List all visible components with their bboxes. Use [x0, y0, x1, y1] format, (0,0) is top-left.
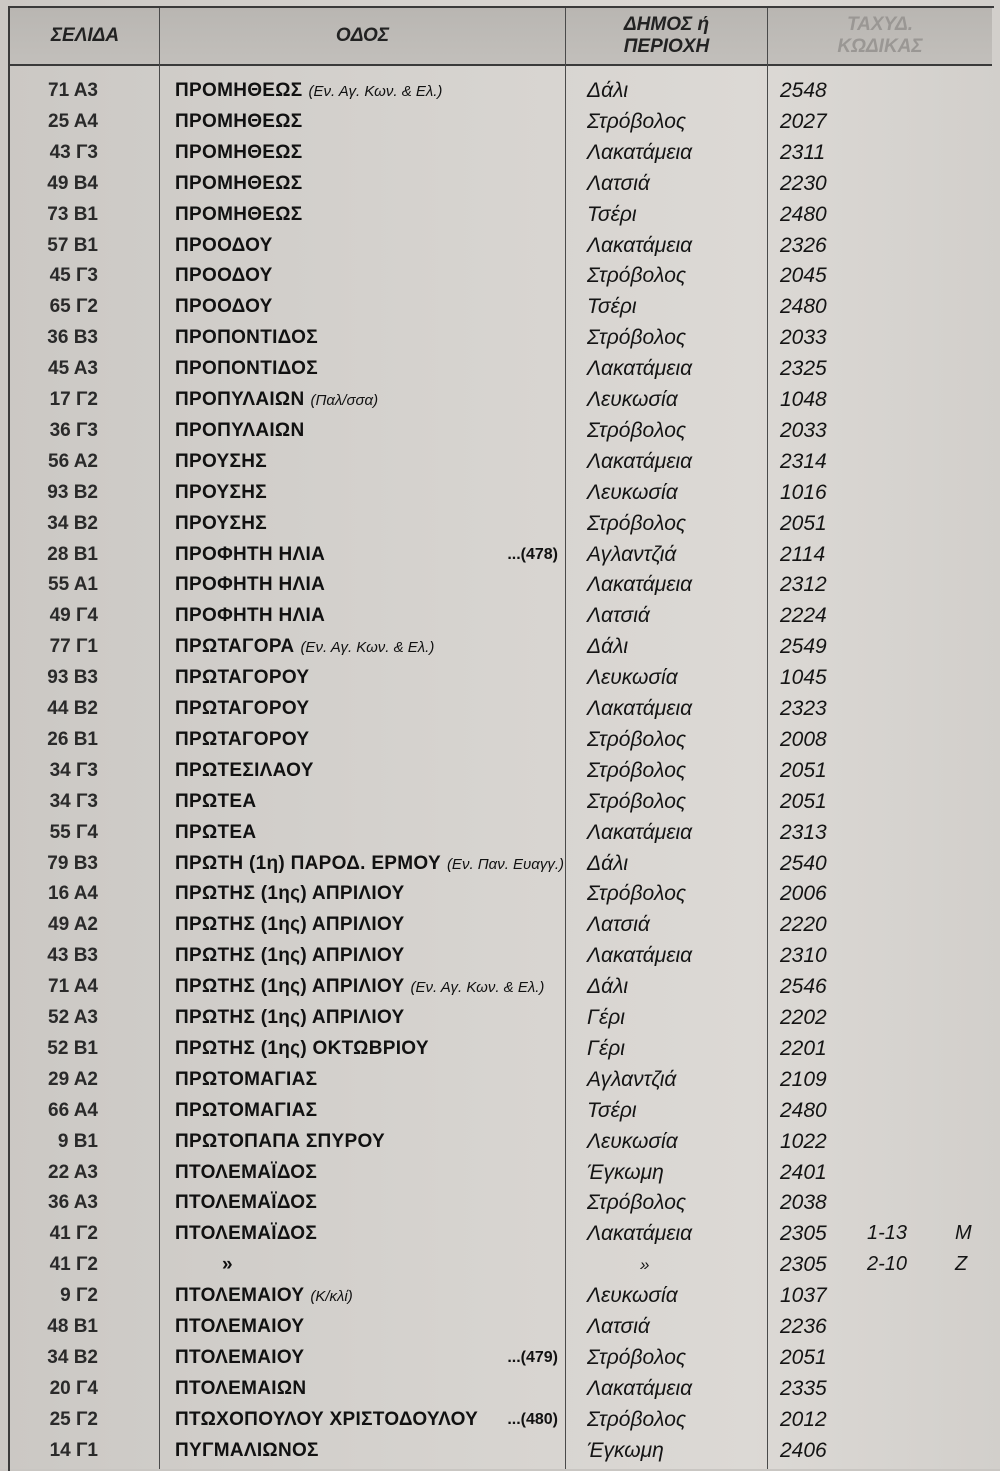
municipality: Λακατάμεια — [587, 140, 693, 164]
page-ref: 45 Γ3 — [49, 265, 98, 287]
table-row — [0, 508, 1000, 539]
table-row — [0, 971, 1000, 1002]
street-name — [175, 75, 442, 106]
street-name — [175, 415, 304, 446]
table-row — [0, 137, 1000, 168]
header-postal-line2: ΚΩΔΙΚΑΣ — [837, 36, 923, 57]
street-name-text: ΠΡΟΥΣΗΣ — [175, 450, 267, 472]
page-ref: 14 Γ1 — [49, 1439, 98, 1461]
street-name — [175, 1187, 317, 1218]
page-ref: 49 Α2 — [48, 914, 98, 936]
postal-code: 1045 — [780, 666, 827, 690]
table-row — [0, 106, 1000, 137]
street-name — [175, 1280, 353, 1311]
table-row — [0, 940, 1000, 971]
postal-code: 1037 — [780, 1284, 827, 1308]
page-ref: 49 Β4 — [47, 172, 98, 194]
postal-code: 2305 — [780, 1222, 827, 1246]
page-ref: 43 Γ3 — [49, 141, 98, 163]
table-row — [0, 322, 1000, 353]
postal-code: 2480 — [780, 295, 827, 319]
street-name — [175, 322, 318, 353]
table-row — [0, 168, 1000, 199]
municipality: Στρόβολος — [587, 1191, 687, 1215]
municipality: Δάλι — [587, 851, 629, 875]
table-row — [0, 1249, 1000, 1280]
postal-code: 2406 — [780, 1438, 827, 1462]
street-name-text: ΠΡΟΦΗΤΗ ΗΛΙΑ — [175, 605, 326, 627]
header-postal — [768, 8, 992, 64]
postal-code: 1022 — [780, 1129, 827, 1153]
page-ref: 22 Α3 — [48, 1161, 98, 1183]
street-note: (Κ/κλί) — [310, 1288, 353, 1306]
table-row — [0, 631, 1000, 662]
street-name-text: ΠΡΩΤΗΣ (1ης) ΑΠΡΙΛΙΟΥ — [175, 883, 405, 905]
street-name-text: ΠΡΩΤΗΣ (1ης) ΟΚΤΩΒΡΙΟΥ — [175, 1037, 429, 1059]
street-name — [175, 1342, 304, 1373]
street-name — [222, 1249, 233, 1280]
page-ref: 44 Β2 — [47, 698, 98, 719]
street-name — [175, 106, 303, 137]
table-row — [0, 1435, 1000, 1466]
street-name-text: ΠΡΟΟΔΟΥ — [175, 296, 273, 318]
municipality: Στρόβολος — [587, 789, 687, 813]
postal-code: 2220 — [780, 913, 827, 937]
table-row — [0, 415, 1000, 446]
street-name-text: ΠΡΟΟΔΟΥ — [175, 265, 273, 287]
page-ref: 41 Γ2 — [49, 1223, 98, 1245]
table-row — [0, 230, 1000, 261]
table-row — [0, 1064, 1000, 1095]
table-row — [0, 878, 1000, 909]
municipality: Λακατάμεια — [587, 449, 693, 473]
table-row — [0, 848, 1000, 879]
street-name — [175, 446, 267, 477]
header-street: ΟΔΟΣ — [335, 25, 390, 46]
page-ref: 28 Β1 — [47, 543, 98, 565]
page-ref: 34 Γ3 — [49, 790, 98, 812]
page-ref: 36 Γ3 — [49, 419, 98, 441]
municipality: Στρόβολος — [587, 1345, 687, 1369]
postal-code: 2311 — [780, 140, 826, 164]
table-row — [0, 75, 1000, 106]
postal-code: 1048 — [780, 388, 827, 411]
postal-code: 2051 — [780, 511, 827, 535]
municipality: Λακατάμεια — [587, 1376, 693, 1400]
page-ref: 25 Γ2 — [49, 1408, 98, 1430]
table-row — [0, 1002, 1000, 1033]
street-name-text: ΠΡΟΜΗΘΕΩΣ — [175, 203, 303, 225]
table-row — [0, 1095, 1000, 1126]
postal-code: 2310 — [780, 944, 827, 968]
street-name — [175, 477, 267, 508]
page-ref: 56 Α2 — [48, 450, 98, 472]
street-name — [175, 137, 303, 168]
street-name-text: ΠΡΟΜΗΘΕΩΣ — [175, 80, 303, 101]
street-name-text: ΠΡΟΦΗΤΗ ΗΛΙΑ — [175, 574, 326, 596]
municipality: Στρόβολος — [587, 727, 687, 751]
street-note: (Εν. Αγ. Κων. & Ελ.) — [300, 639, 435, 657]
table-row — [0, 1033, 1000, 1064]
municipality: Λακατάμεια — [587, 573, 693, 597]
table-row — [0, 662, 1000, 693]
postal-code: 2313 — [780, 820, 827, 844]
street-name-text: ΠΡΟΠΥΛΑΙΩΝ — [175, 389, 305, 410]
street-name — [175, 1311, 304, 1342]
page-ref: 9 Γ2 — [60, 1285, 98, 1307]
municipality: Δάλι — [587, 79, 629, 102]
page-ref: 77 Γ1 — [49, 636, 98, 658]
page-ref: 55 Γ4 — [49, 821, 98, 843]
page-ref: 41 Γ2 — [49, 1254, 98, 1276]
street-name — [175, 384, 378, 415]
header-area — [565, 8, 768, 64]
street-name — [175, 971, 544, 1002]
page-ref: 55 Α1 — [48, 574, 98, 596]
street-name-text: ΠΡΟΜΗΘΕΩΣ — [175, 110, 303, 132]
street-name-text: ΠΤΟΛΕΜΑΙΟΥ — [175, 1346, 305, 1368]
municipality: Λακατάμεια — [587, 944, 693, 968]
street-name-text: ΠΡΟΦΗΤΗ ΗΛΙΑ — [175, 543, 326, 565]
page-ref: 34 Β2 — [47, 1346, 98, 1368]
street-name-text: ΠΡΟΥΣΗΣ — [175, 481, 267, 503]
page-ref: 16 Α4 — [48, 883, 98, 905]
municipality: Λατσιά — [587, 1315, 650, 1338]
postal-code: 2305 — [780, 1253, 827, 1277]
street-note: (Εν. Αγ. Κων. & Ελ.) — [308, 83, 443, 100]
street-name — [175, 662, 309, 693]
postal-code: 2401 — [780, 1160, 827, 1184]
table-row — [0, 1311, 1000, 1342]
municipality: Τσέρι — [587, 1098, 637, 1122]
municipality: Στρόβολος — [587, 418, 687, 442]
table-row — [0, 353, 1000, 384]
street-name — [175, 1126, 385, 1157]
postal-code: 2006 — [780, 882, 827, 906]
table-row — [0, 1187, 1000, 1218]
postal-code: 2325 — [780, 357, 827, 381]
street-name-text: ΠΡΩΤΗΣ (1ης) ΑΠΡΙΛΙΟΥ — [175, 914, 405, 936]
page-ref: 36 Α3 — [48, 1192, 98, 1214]
header-postal-line1: ΤΑΧΥΔ. — [846, 14, 914, 35]
table-row — [0, 909, 1000, 940]
postal-code: 2236 — [780, 1315, 827, 1338]
street-name-text: ΠΡΟΠΟΝΤΙΔΟΣ — [175, 327, 318, 349]
postal-code: 2480 — [780, 1098, 827, 1122]
municipality: Στρόβολος — [587, 1407, 687, 1431]
municipality: Στρόβολος — [587, 109, 687, 133]
page-ref: 20 Γ4 — [49, 1377, 98, 1399]
street-name — [175, 1002, 405, 1033]
table-row — [0, 199, 1000, 230]
postal-code: 2314 — [780, 449, 827, 473]
municipality: Λακατάμεια — [587, 357, 693, 381]
page-ref: 34 Γ3 — [49, 759, 98, 781]
street-name-text: ΠΤΟΛΕΜΑΪΔΟΣ — [175, 1223, 318, 1245]
street-name-text: ΠΡΩΤΟΜΑΓΙΑΣ — [175, 1068, 318, 1090]
page-ref: 17 Γ2 — [49, 389, 98, 410]
municipality: Λατσιά — [587, 604, 650, 628]
table-row — [0, 291, 1000, 322]
municipality: Στρόβολος — [587, 326, 687, 350]
municipality: Λακατάμεια — [587, 1222, 693, 1246]
postal-code: 2335 — [780, 1376, 827, 1400]
page-ref: 57 Β1 — [47, 234, 98, 256]
municipality: Αγλαντζιά — [587, 1067, 677, 1091]
street-name-text: ΠΡΩΤΗ (1η) ΠΑΡΟΔ. ΕΡΜΟΥ — [175, 852, 441, 874]
municipality: Λακατάμεια — [587, 233, 693, 257]
postal-code: 2540 — [780, 851, 827, 875]
postal-code: 2312 — [780, 573, 827, 597]
table-row — [0, 1157, 1000, 1188]
street-name-text: ΠΡΟΥΣΗΣ — [175, 512, 267, 534]
page-ref: 79 Β3 — [47, 852, 98, 874]
table-row — [0, 384, 1000, 415]
municipality: Στρόβολος — [587, 758, 687, 782]
street-name-text: ΠΡΟΜΗΘΕΩΣ — [175, 172, 303, 194]
street-name — [175, 539, 325, 570]
street-name — [175, 291, 273, 322]
table-row — [0, 755, 1000, 786]
street-name-text: ΠΡΟΠΟΝΤΙΔΟΣ — [175, 358, 318, 380]
table-row — [0, 786, 1000, 817]
street-name — [175, 1218, 317, 1249]
municipality: Λευκωσία — [587, 666, 678, 690]
table-row — [0, 1218, 1000, 1249]
street-name — [175, 168, 303, 199]
municipality: Λευκωσία — [587, 388, 678, 411]
table-row — [0, 1280, 1000, 1311]
municipality: Λακατάμεια — [587, 697, 693, 720]
street-name-text: ΠΡΩΤΗΣ (1ης) ΑΠΡΙΛΙΟΥ — [175, 976, 405, 998]
municipality: Λατσιά — [587, 171, 650, 195]
municipality: Λευκωσία — [587, 1284, 678, 1308]
street-name-text: ΠΡΩΤΑΓΟΡΟΥ — [175, 698, 310, 719]
page-ref: 52 Α3 — [48, 1007, 98, 1028]
street-name-text: ΠΡΩΤΕΑ — [175, 790, 257, 812]
page-ref: 48 Β1 — [47, 1316, 98, 1337]
municipality: Στρόβολος — [587, 882, 687, 906]
street-name — [175, 199, 303, 230]
street-name-text: ΠΡΟΠΥΛΑΙΩΝ — [175, 419, 305, 441]
street-note: (Παλ/σσα) — [310, 392, 379, 409]
postal-code: 2027 — [780, 109, 827, 133]
page-ref: 29 Α2 — [48, 1068, 98, 1090]
postal-code: 2038 — [780, 1191, 827, 1215]
postal-code: 2051 — [780, 789, 827, 813]
street-name-text: ΠΡΟΜΗΘΕΩΣ — [175, 141, 303, 163]
table-row — [0, 1373, 1000, 1404]
street-name — [175, 508, 267, 539]
street-name-text: » — [222, 1254, 233, 1276]
postal-code: 2033 — [780, 326, 827, 350]
postal-code: 2202 — [780, 1006, 827, 1029]
page-ref: 71 Α4 — [48, 976, 98, 998]
page-ref: 52 Β1 — [47, 1037, 98, 1059]
page-ref: 9 Β1 — [57, 1130, 98, 1152]
municipality: Αγλαντζιά — [587, 542, 677, 566]
page-ref: 45 Α3 — [48, 358, 98, 380]
page-ref: 93 Β3 — [47, 667, 98, 689]
street-name-text: ΠΡΟΟΔΟΥ — [175, 234, 273, 256]
postal-code: 2114 — [780, 542, 826, 566]
municipality: Έγκωμη — [587, 1438, 664, 1462]
street-name — [175, 1033, 429, 1064]
municipality: Δάλι — [587, 975, 629, 999]
street-name — [175, 1064, 317, 1095]
page-ref: 25 Α4 — [48, 110, 98, 132]
municipality: » — [640, 1255, 650, 1275]
postal-code: 2008 — [780, 727, 827, 751]
postal-code: 2549 — [780, 635, 827, 659]
street-name — [175, 817, 256, 848]
street-note: (Εν. Παν. Ευαγγ.) — [446, 855, 565, 873]
table-row — [0, 693, 1000, 724]
street-name — [175, 848, 564, 879]
page-ref: 26 Β1 — [47, 728, 98, 750]
street-name — [175, 878, 405, 909]
street-name-text: ΠΤΟΛΕΜΑΙΟΥ — [175, 1285, 305, 1307]
street-name-text: ΠΤΟΛΕΜΑΙΟΥ — [175, 1316, 305, 1337]
table-row — [0, 1404, 1000, 1435]
postal-code: 2051 — [780, 1345, 827, 1369]
postal-code: 2033 — [780, 418, 827, 442]
postal-code: 2323 — [780, 697, 827, 720]
table-row — [0, 569, 1000, 600]
street-name-text: ΠΡΩΤΑΓΟΡΟΥ — [175, 728, 310, 750]
cross-reference: ...(480) — [507, 1410, 558, 1428]
street-name — [175, 724, 309, 755]
municipality: Έγκωμη — [587, 1160, 664, 1184]
municipality: Γέρι — [587, 1006, 625, 1029]
street-name-text: ΠΡΩΤΗΣ (1ης) ΑΠΡΙΛΙΟΥ — [175, 1007, 405, 1028]
municipality: Γέρι — [587, 1036, 625, 1060]
street-name — [175, 353, 318, 384]
street-name — [175, 1095, 317, 1126]
cross-reference: ...(478) — [507, 545, 558, 563]
table-row — [0, 600, 1000, 631]
postal-code: 1016 — [780, 480, 827, 504]
street-name — [175, 631, 434, 662]
municipality: Στρόβολος — [587, 264, 687, 288]
postal-code: 2109 — [780, 1067, 827, 1091]
street-name — [175, 569, 325, 600]
municipality: Λευκωσία — [587, 480, 678, 504]
header-page: ΣΕΛΙΔΑ — [50, 25, 120, 46]
postal-code: 2546 — [780, 975, 827, 999]
table-row — [0, 724, 1000, 755]
street-name-text: ΠΡΩΤΟΠΑΠΑ ΣΠΥΡΟΥ — [175, 1130, 386, 1152]
postal-code: 2201 — [780, 1036, 827, 1060]
street-side: Ζ — [955, 1253, 968, 1276]
street-note: (Εν. Αγ. Κων. & Ελ.) — [410, 979, 545, 997]
header-area-line2: ΠΕΡΙΟΧΗ — [623, 36, 710, 57]
street-side: Μ — [955, 1222, 972, 1245]
postal-code: 2480 — [780, 202, 827, 226]
postal-code: 2326 — [780, 233, 827, 257]
street-name-text: ΠΡΩΤΟΜΑΓΙΑΣ — [175, 1099, 318, 1121]
street-name — [175, 909, 405, 940]
street-name-text: ΠΤΩΧΟΠΟΥΛΟΥ ΧΡΙΣΤΟΔΟΥΛΟΥ — [175, 1408, 479, 1430]
municipality: Τσέρι — [587, 202, 637, 226]
municipality: Λευκωσία — [587, 1129, 678, 1153]
postal-code: 2051 — [780, 758, 827, 782]
table-row — [0, 539, 1000, 570]
municipality: Λατσιά — [587, 913, 650, 937]
postal-code: 2012 — [780, 1407, 827, 1431]
postal-code: 2548 — [780, 79, 827, 102]
street-name-text: ΠΥΓΜΑΛΙΩΝΟΣ — [175, 1439, 319, 1461]
street-name — [175, 1157, 317, 1188]
page-ref: 93 Β2 — [47, 481, 98, 503]
street-name-text: ΠΡΩΤΕΑ — [175, 821, 257, 843]
street-name-text: ΠΡΩΤΗΣ (1ης) ΑΠΡΙΛΙΟΥ — [175, 945, 405, 967]
street-name — [175, 600, 325, 631]
municipality: Τσέρι — [587, 295, 637, 319]
page-ref: 36 Β3 — [47, 327, 98, 349]
cross-reference: ...(479) — [507, 1348, 558, 1366]
postal-code: 2230 — [780, 171, 827, 195]
municipality: Στρόβολος — [587, 511, 687, 535]
header-area-line1: ΔΗΜΟΣ ή — [623, 14, 710, 35]
table-row — [0, 477, 1000, 508]
street-name-text: ΠΤΟΛΕΜΑΙΩΝ — [175, 1377, 307, 1399]
page-ref: 73 Β1 — [47, 203, 98, 225]
table-row — [0, 1126, 1000, 1157]
page-ref: 49 Γ4 — [49, 605, 98, 627]
number-range: 2-10 — [867, 1253, 908, 1276]
street-name-text: ΠΡΩΤΑΓΟΡΟΥ — [175, 667, 310, 689]
page-ref: 71 Α3 — [48, 80, 98, 101]
table-row — [0, 260, 1000, 291]
street-name-text: ΠΡΩΤΑΓΟΡΑ — [175, 636, 295, 658]
postal-code: 2045 — [780, 264, 827, 288]
page-ref: 34 Β2 — [47, 512, 98, 534]
page-ref: 65 Γ2 — [49, 296, 98, 318]
street-name-text: ΠΤΟΛΕΜΑΪΔΟΣ — [175, 1161, 318, 1183]
table-row — [0, 446, 1000, 477]
street-name — [175, 260, 273, 291]
table-row — [0, 817, 1000, 848]
street-name — [175, 1373, 306, 1404]
street-name-text: ΠΡΩΤΕΣΙΛΑΟΥ — [175, 759, 314, 781]
table-header — [10, 8, 992, 66]
street-name — [175, 786, 256, 817]
street-name — [175, 230, 273, 261]
street-name — [175, 693, 309, 724]
street-name — [175, 1404, 478, 1435]
street-name — [175, 1435, 319, 1466]
municipality: Λακατάμεια — [587, 820, 693, 844]
street-name — [175, 755, 314, 786]
municipality: Δάλι — [587, 635, 629, 659]
street-name-text: ΠΤΟΛΕΜΑΪΔΟΣ — [175, 1192, 318, 1214]
street-name — [175, 940, 405, 971]
table-row — [0, 1342, 1000, 1373]
number-range: 1-13 — [867, 1222, 908, 1245]
page-ref: 66 Α4 — [48, 1099, 98, 1121]
page-ref: 43 Β3 — [47, 945, 98, 967]
postal-code: 2224 — [780, 604, 827, 628]
